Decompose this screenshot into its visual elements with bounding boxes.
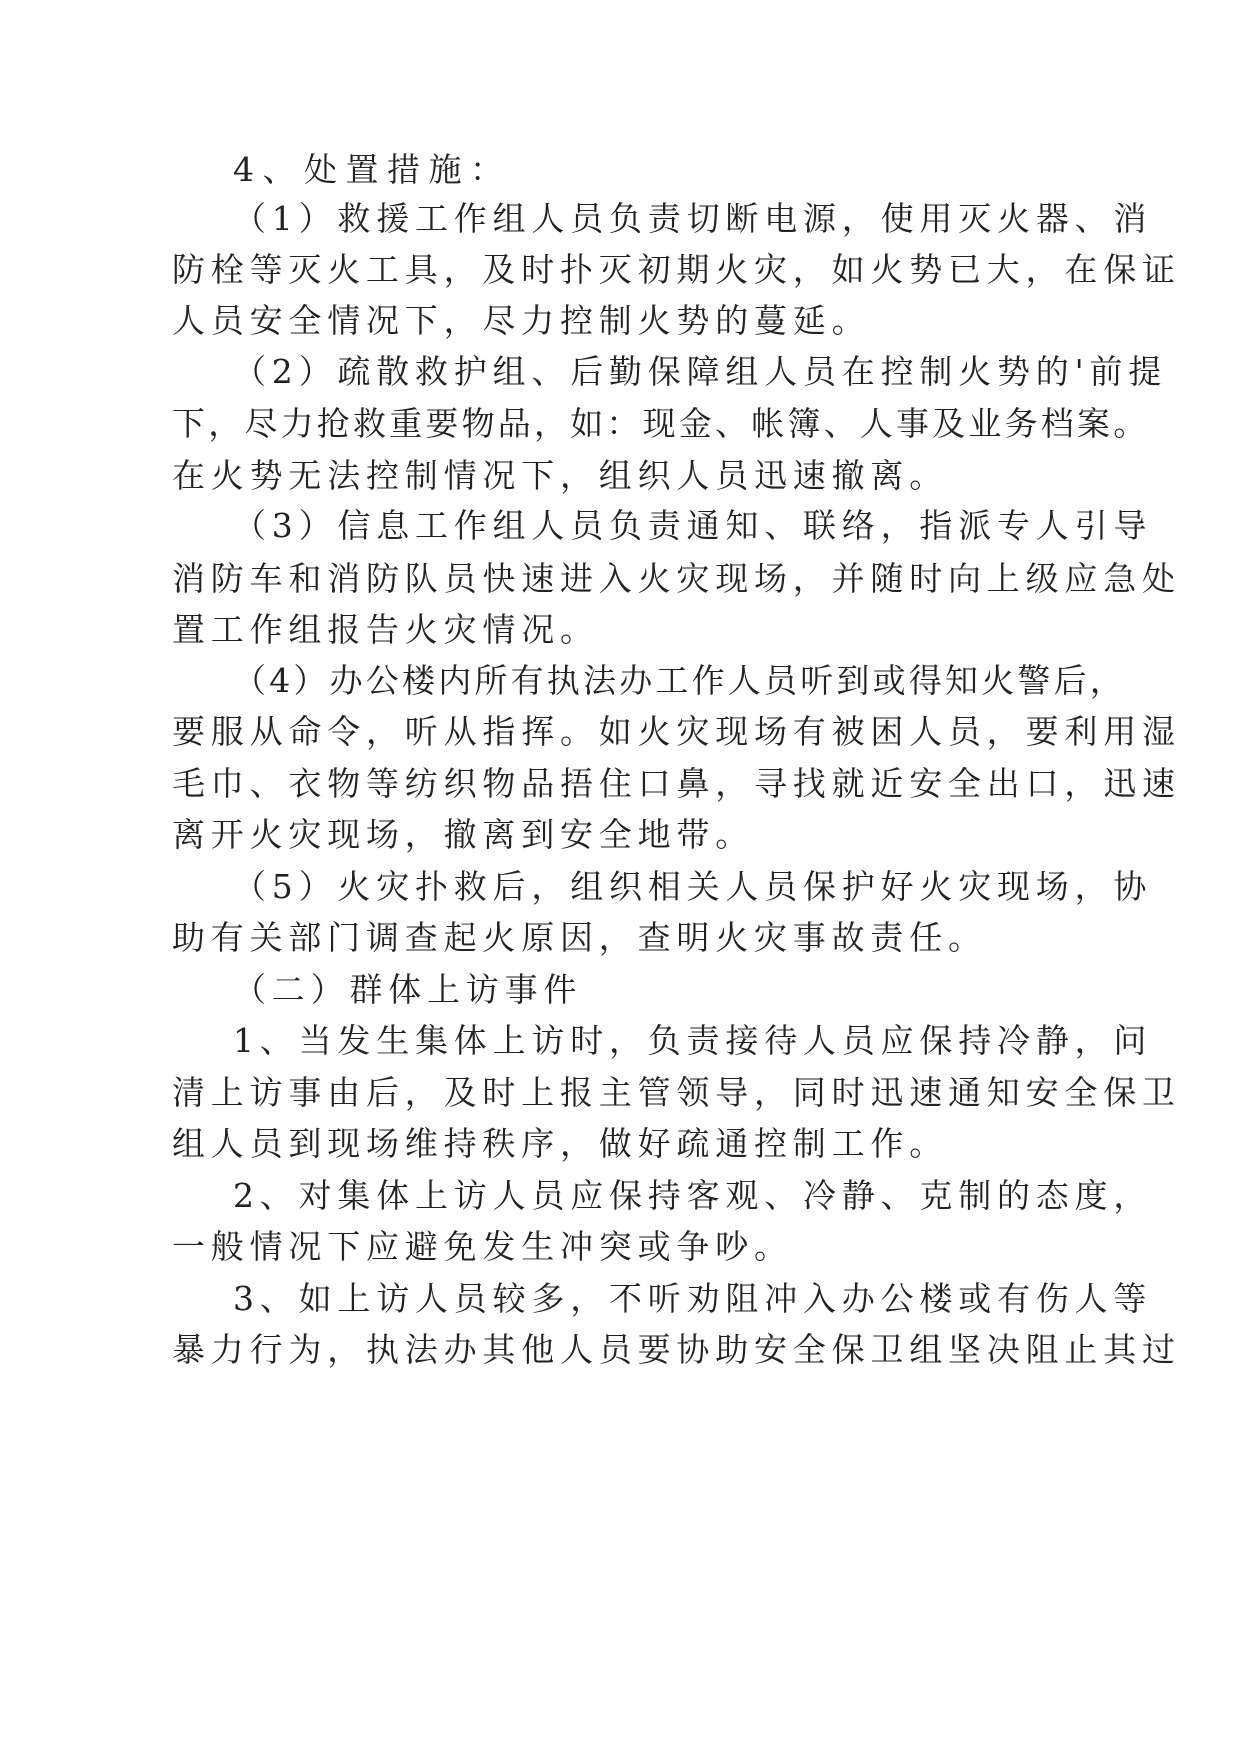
text-line: 组人员到现场维持秩序，做好疏通控制工作。 (172, 1124, 948, 1163)
text-line: 一般情况下应避免发生冲突或争吵。 (172, 1227, 793, 1266)
text-line: 下，尽力抢救重要物品，如：现金、帐簿、人事及业务档案。 (172, 404, 1150, 443)
text-line: 4、处置措施： (233, 150, 512, 189)
text-line: 助有关部门调查起火原因，查明火灾事故责任。 (172, 918, 987, 957)
text-line: 置工作组报告火灾情况。 (172, 610, 599, 649)
text-line: 消防车和消防队员快速进入火灾现场，并随时向上级应急处 (172, 559, 1181, 598)
text-line: 暴力行为，执法办其他人员要协助安全保卫组坚决阻止其过 (172, 1330, 1181, 1369)
text-line: 在火势无法控制情况下，组织人员迅速撤离。 (172, 456, 948, 495)
text-line: 离开火灾现场，撤离到安全地带。 (172, 815, 754, 854)
text-line: （2）疏散救护组、后勤保障组人员在控制火势的'前提 (233, 352, 1168, 391)
text-line: 防栓等灭火工具，及时扑灭初期火灾，如火势已大，在保证 (172, 250, 1181, 289)
text-line: （3）信息工作组人员负责通知、联络，指派专人引导 (233, 506, 1153, 545)
text-line: 清上访事由后，及时上报主管领导，同时迅速通知安全保卫 (172, 1073, 1181, 1112)
text-line: （5）火灾扑救后，组织相关人员保护好火灾现场，协 (233, 867, 1153, 906)
text-line: 要服从命令，听从指挥。如火灾现场有被困人员，要利用湿 (172, 712, 1181, 751)
text-line: 3、如上访人员较多，不听劝阻冲入办公楼或有伤人等 (233, 1279, 1153, 1318)
text-line: 毛巾、衣物等纺织物品捂住口鼻，寻找就近安全出口，迅速 (172, 764, 1181, 803)
text-line: （4）办公楼内所有执法办工作人员听到或得知火警后， (233, 661, 1126, 700)
text-line: 人员安全情况下，尽力控制火势的蔓延。 (172, 301, 871, 340)
text-line: 2、对集体上访人员应保持客观、冷静、克制的态度， (233, 1176, 1153, 1215)
text-line: （1）救援工作组人员负责切断电源，使用灭火器、消 (233, 199, 1153, 238)
text-line: （二）群体上访事件 (233, 970, 583, 1009)
text-line: 1、当发生集体上访时，负责接待人员应保持冷静，问 (233, 1021, 1153, 1060)
